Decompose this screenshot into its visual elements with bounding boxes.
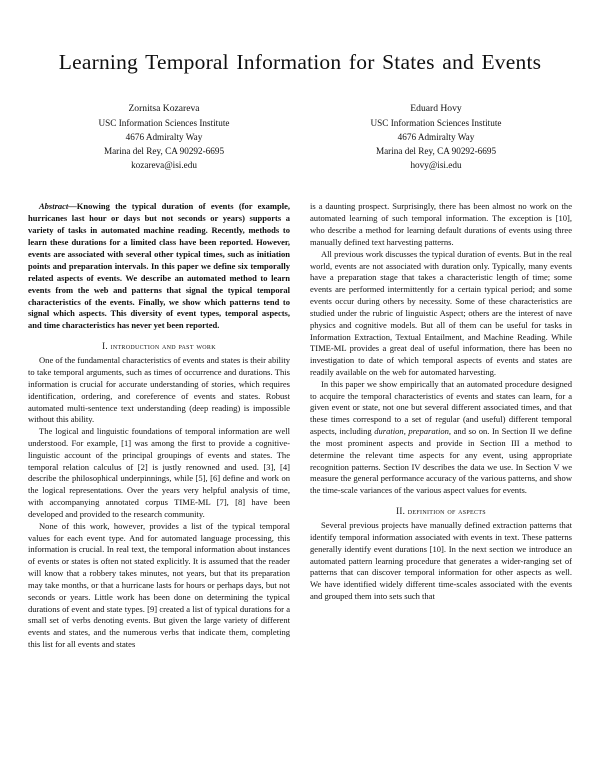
author-affiliation: USC Information Sciences Institute	[98, 118, 230, 129]
author-email[interactable]: hovy@isi.edu	[410, 160, 462, 171]
abstract-label: Abstract—	[39, 201, 77, 212]
paragraph-part: In this paper we show empirically that an automated procedure designed to acquire the temporal characteristics of events and states can learn, for a given event or state, not one but several different associated times, and that these times correspond to a set of regular (and useful) different temporal aspects, including	[310, 378, 572, 437]
author-name: Eduard Hovy	[410, 103, 462, 115]
page-title: Learning Temporal Information for States and Events	[58, 50, 542, 74]
author-email[interactable]: kozareva@isi.edu	[131, 160, 197, 171]
right-column	[310, 201, 572, 651]
paragraph: is a daunting prospect. Surprisingly, there has been almost no work on the automated learning of such temporal information. The exception is [10], who describe a method for learning default durations of events using three manually defined text harvesting patterns.	[310, 201, 572, 247]
author-affiliation: USC Information Sciences Institute	[370, 118, 502, 129]
paragraph: None of this work, however, provides a list of the typical temporal values for each event type. And for automated language processing, this information is crucial. In real text, the temporal information about instances of events or states is often not stated explicitly. It is assumed that the reader will know that a robbery takes minutes, not years, but that its preparation may take months, or that a hurricane lasts for hours or perhaps days, but not seconds or years. Little work has been done on determining the typical durations of event and state types. [9] created a list of typical durations for a small set of verbs denoting events. But given the large variety of different events and states, and the numerous verbs that indicate them, completing this list for all events and states	[28, 520, 290, 650]
section-heading-2	[310, 506, 572, 516]
section-number: II.	[396, 506, 406, 517]
left-column	[28, 201, 290, 651]
section-heading-1	[28, 341, 290, 351]
term-preparation: preparation	[408, 426, 449, 437]
abstract	[28, 201, 290, 332]
paragraph-part: ,	[403, 426, 409, 437]
abstract-text: Knowing the typical duration of events (for example, hurricanes last hour or days but not seconds or years) supports a variety of tasks in automated machine reading. Recently, methods to learn these durations for a limited class have been reported. However, events are associated with several other typical times, such as initiation points and preparation intervals. In this paper we define six temporally related aspects of events. We describe an automated method to learn events from the web and patterns that signal the typical temporal characteristics of the events. Finally, we show which patterns tend to signal which aspects. This diversity of event types, temporal aspects, and time characteristics has never yet been reported.	[28, 201, 290, 331]
author-name: Zornitsa Kozareva	[128, 103, 200, 115]
paragraph: The logical and linguistic foundations of temporal information are well understood. For example, [1] was among the first to provide a cognitive-linguistic account of the principal groupings of events and states. The temporal relation calculus of [2] is justly renowned and used. [3], [4] describe the philosophical underpinnings, while [5], [6] define and work on the logical representations. Over the years very helpful analysis of time, with accompanying annotated corpus TIME-ML [7], [8] have been developed and provided to the research community.	[28, 426, 290, 519]
author-street: 4676 Admiralty Way	[125, 132, 203, 143]
author-city: Marina del Rey, CA 90292-6695	[375, 146, 497, 157]
section-number: I.	[102, 341, 108, 352]
author-city: Marina del Rey, CA 90292-6695	[103, 146, 225, 157]
section-title: definition of aspects	[407, 506, 486, 517]
section-title: introduction and past work	[110, 341, 216, 352]
body-columns	[28, 201, 572, 651]
author-list	[28, 102, 572, 173]
author-block-2	[300, 102, 572, 173]
term-duration: duration	[374, 426, 404, 437]
paragraph-part: , and so on. In Section II we define the most prominent aspects and provide in Section III a method to determine the relevant time aspects for any event, using appropriate recognition patterns. Section IV describes the data we use. In Section V we measure the general performance accuracy of the various patterns, and show the time-scale variances of the various aspect values for events.	[310, 426, 572, 496]
paragraph: One of the fundamental characteristics of events and states is their ability to take temporal arguments, such as times of occurrence and durations. This information is crucial for accurate understanding of stories, which requires identification, ordering, and coreference of events and states. Robust automated multi-sentence text understanding (deep reading) is impossible without this ability.	[28, 355, 290, 425]
paragraph: All previous work discusses the typical duration of events. But in the real world, events are not associated with duration only. Typically, many events have a preparation stage that takes a characteristic length of time; some events are performed intermittently for a certain typical period; and some events occur during others by necessity. Some of these characteristics are studied under the rubric of linguistic Aspect; others are the interest of nave physics and cognitive models. But all of them can be useful for tasks in Information Extraction, Textual Entailment, and Machine Reading. While TIME-ML provides a great deal of useful information, there has been no investigation to date of which temporal aspects of events and states are readily available on the web for automated harvesting.	[310, 248, 572, 377]
paragraph: Several previous projects have manually defined extraction patterns that identify temporal information associated with events in text. These patterns generally identify event durations [10]. In the next section we introduce an automated pattern learning procedure that generates a wider-ranging set of patterns that can discover temporal information for other aspects as well. We have identified widely different time-scales associated with the events and grouped them into sets such that	[310, 520, 572, 602]
author-street: 4676 Admiralty Way	[397, 132, 475, 143]
paragraph	[310, 379, 572, 497]
author-block-1	[28, 102, 300, 173]
